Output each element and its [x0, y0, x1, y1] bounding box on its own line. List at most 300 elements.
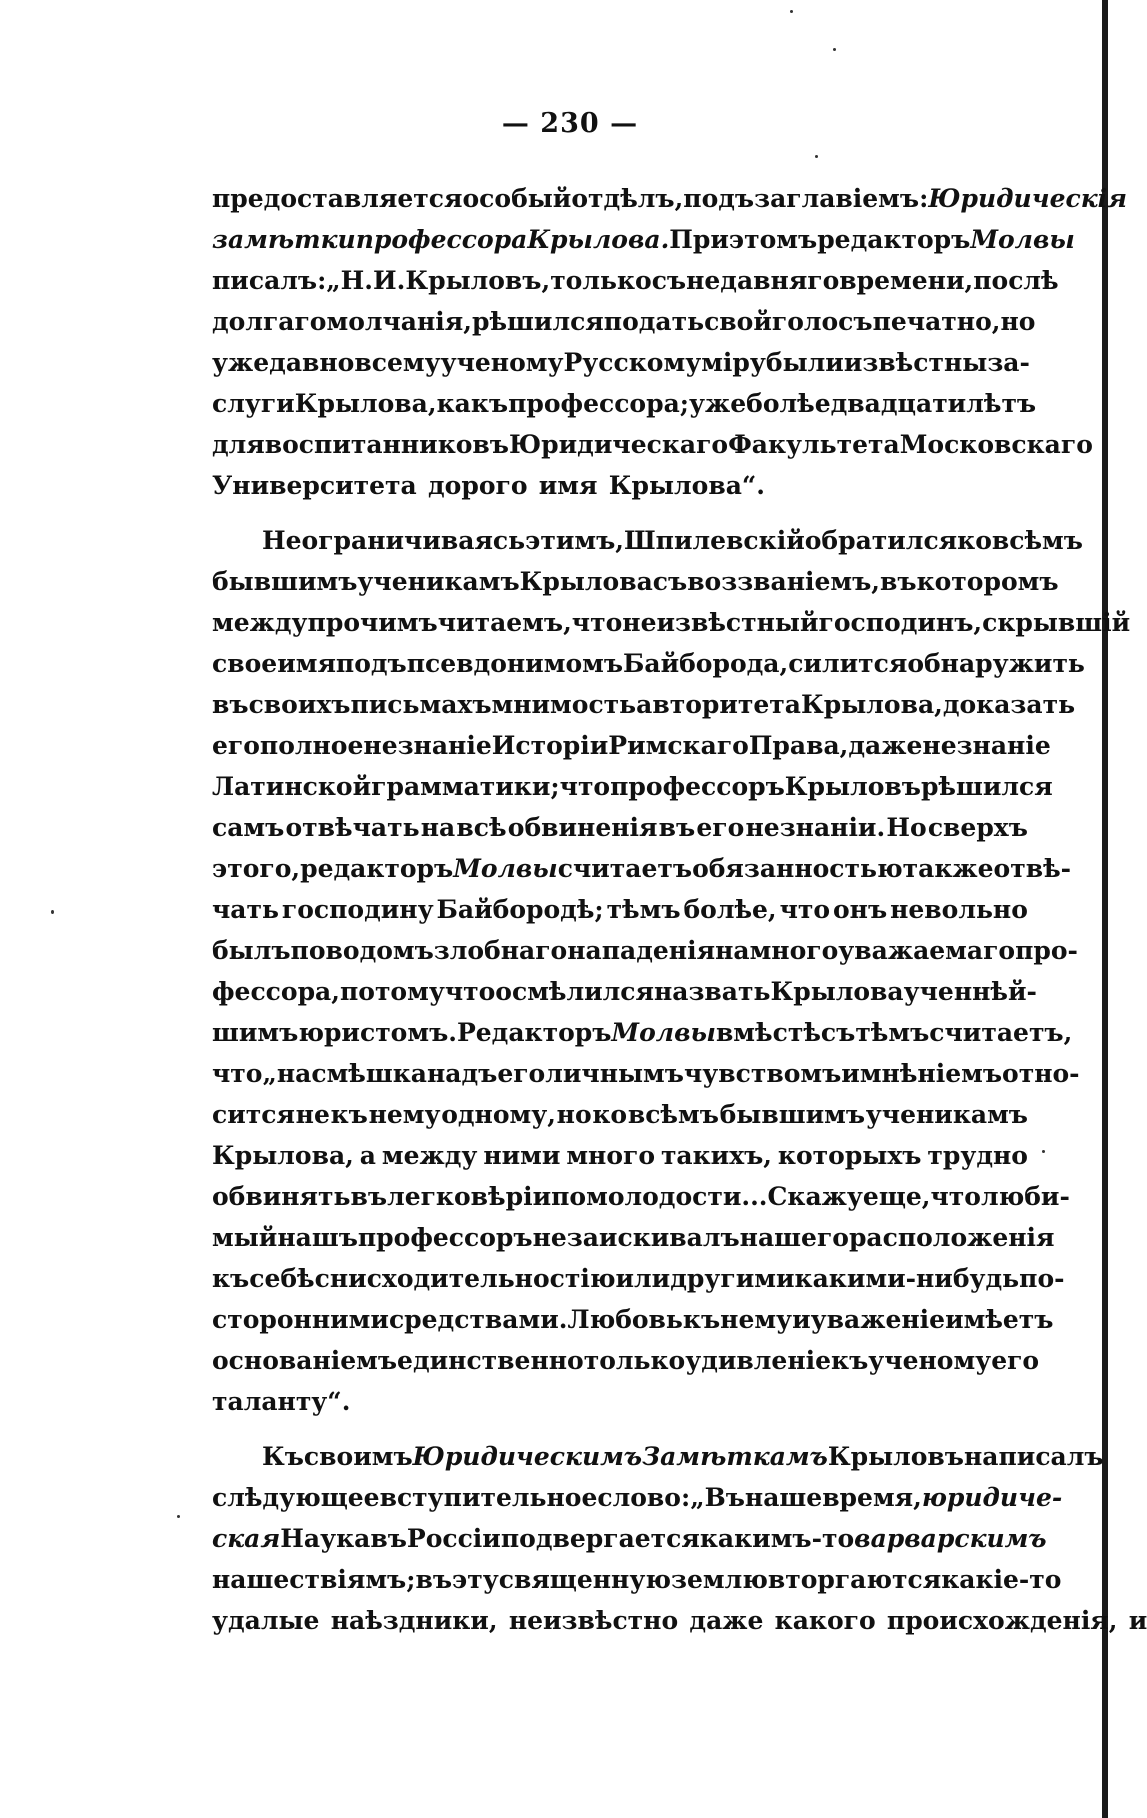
scan-speck: [815, 155, 818, 158]
word: которомъ: [916, 567, 1059, 596]
word: Редакторъ: [456, 1018, 612, 1047]
word: только: [550, 266, 652, 295]
text-line: [212, 1518, 1047, 1559]
word: обвинять: [212, 1182, 351, 1211]
word: Любовь: [567, 1305, 683, 1334]
word: При: [669, 225, 729, 254]
word: въ: [658, 813, 696, 842]
text-line: [212, 766, 1053, 807]
word: злобнаго: [433, 936, 568, 965]
word: ученикамъ: [357, 567, 520, 596]
word: но: [1000, 307, 1036, 336]
word: уваженіе: [810, 1305, 946, 1334]
word: профессоръ: [357, 1223, 533, 1252]
word: съ: [652, 567, 688, 596]
word: въ: [370, 1524, 407, 1553]
word: которыхъ: [777, 1141, 922, 1170]
word: священную: [498, 1565, 671, 1594]
text-line: [212, 342, 1028, 383]
word: слово:: [597, 1483, 691, 1512]
word: и: [841, 1059, 860, 1088]
scan-speck: [177, 1515, 180, 1518]
word: уже: [212, 348, 270, 377]
word: бывшимъ: [719, 1100, 866, 1129]
text-line: [212, 1477, 1063, 1518]
scan-speck: [833, 48, 836, 51]
word: съ: [651, 266, 687, 295]
word: онъ: [832, 895, 888, 924]
word: единственно: [397, 1346, 584, 1375]
text-line: [212, 1340, 1040, 1381]
word: что: [212, 1059, 263, 1088]
word: авторитета: [636, 690, 801, 719]
scan-speck: [1042, 1150, 1045, 1153]
word: Московскаго: [899, 430, 1093, 459]
word: воспитанниковъ: [264, 430, 509, 459]
word: времени,: [839, 266, 974, 295]
word: его: [212, 731, 260, 760]
word: Байборода,: [623, 649, 789, 678]
word: ученнѣй-: [903, 977, 1037, 1006]
word: болѣе,: [683, 895, 777, 924]
word: за-: [987, 348, 1030, 377]
word: но: [556, 1100, 592, 1129]
word: что: [779, 895, 831, 924]
word: неизвѣстный: [622, 608, 819, 637]
word: считаетъ,: [929, 1018, 1073, 1047]
text-line: [212, 1094, 1028, 1135]
word: ученому: [868, 1346, 992, 1375]
word: грамматики;: [371, 772, 560, 801]
word: какого: [774, 1606, 876, 1635]
word: скрывшій: [982, 608, 1131, 637]
word: Крыловъ,: [405, 266, 551, 295]
text-line: [212, 1559, 1062, 1600]
word: обвиненія: [507, 813, 658, 842]
word: какимъ-то: [699, 1524, 855, 1553]
text-line: [212, 520, 1083, 561]
word: господинъ,: [818, 608, 983, 637]
word: давно: [269, 348, 355, 377]
scan-speck: [790, 10, 793, 13]
word: ученому: [440, 348, 564, 377]
word: по-: [1019, 1264, 1065, 1293]
paragraph: [212, 1436, 1147, 1641]
word: многоуважаемаго: [749, 936, 1016, 965]
word: какъ: [436, 389, 509, 418]
word: происхожденія,: [886, 1606, 1118, 1635]
word: печатно,: [872, 307, 1001, 336]
word: считаетъ: [557, 854, 693, 883]
italic-word: варварскимъ: [854, 1524, 1047, 1553]
word: Не: [262, 526, 302, 555]
word: дорого: [428, 471, 528, 500]
italic-word: ская: [212, 1524, 281, 1553]
word: мнѣніемъ: [859, 1059, 1003, 1088]
word: себѣ: [249, 1264, 315, 1293]
word: сверхъ: [927, 813, 1028, 842]
word: былъ: [212, 936, 291, 965]
word: бывшимъ: [212, 567, 358, 596]
word: только: [583, 1346, 686, 1375]
scan-speck: [51, 910, 54, 914]
word: Исторіи: [491, 731, 609, 760]
word: Скажу: [767, 1182, 863, 1211]
word: Римскаго: [608, 731, 749, 760]
word: доказать: [942, 690, 1076, 719]
word: профессоръ: [610, 772, 785, 801]
italic-word: Юридическимъ: [412, 1442, 643, 1471]
word: подъ: [683, 184, 755, 213]
word: господину: [281, 895, 434, 924]
word: между: [212, 608, 308, 637]
word: рѣшился: [471, 307, 604, 336]
word: и: [1128, 1606, 1147, 1635]
word: читаемъ,: [437, 608, 572, 637]
scan-page-edge: [1102, 0, 1108, 1818]
word: долгаго: [212, 307, 327, 336]
word: вступительное: [379, 1483, 598, 1512]
word: въ: [880, 567, 917, 596]
word: на: [715, 936, 750, 965]
word: отвѣ-: [993, 854, 1072, 883]
word: имѣетъ: [945, 1305, 1054, 1334]
text-line: [212, 1176, 1070, 1217]
word: ко: [592, 1100, 628, 1129]
paragraph: [212, 178, 1128, 506]
word: нашествіямъ;: [212, 1565, 416, 1594]
word: особый: [462, 184, 572, 213]
word: къ: [330, 1100, 368, 1129]
word: силится: [788, 649, 908, 678]
word: молодости...: [586, 1182, 768, 1211]
word: и: [792, 1305, 811, 1334]
word: всѣмъ: [627, 1100, 719, 1129]
word: про-: [1015, 936, 1078, 965]
word: трудно: [927, 1141, 1028, 1170]
word: имя: [538, 471, 598, 500]
word: его: [696, 813, 745, 842]
word: тѣмъ: [855, 1018, 930, 1047]
word: Латинской: [212, 772, 372, 801]
text-line: [212, 1381, 1028, 1422]
word: чать: [212, 895, 279, 924]
word: ученикамъ: [865, 1100, 1028, 1129]
word: наѣздники,: [330, 1606, 498, 1635]
word: извѣстны: [843, 348, 988, 377]
word: въ: [212, 690, 249, 719]
paragraph-gap: [212, 1422, 1028, 1436]
word: письмахъ: [350, 690, 492, 719]
word: какіе-то: [941, 1565, 1062, 1594]
word: какими-нибудь: [794, 1264, 1020, 1293]
word: удивленіе: [685, 1346, 832, 1375]
word: для: [212, 430, 265, 459]
word: подъ: [335, 649, 407, 678]
word: были: [765, 348, 844, 377]
word: лѣтъ: [966, 389, 1037, 418]
word: слѣдующее: [212, 1483, 380, 1512]
word: вмѣстѣ: [715, 1018, 821, 1047]
word: двадцати: [830, 389, 967, 418]
word: воззваніемъ,: [687, 567, 881, 596]
word: также: [902, 854, 994, 883]
word: написалъ: [963, 1442, 1104, 1471]
word: неизвѣстно: [508, 1606, 679, 1635]
word: на: [420, 813, 456, 842]
word: обнаружить: [907, 649, 1085, 678]
italic-word: Крылова.: [527, 225, 670, 254]
word: своихъ: [248, 690, 351, 719]
paragraph: [212, 520, 1131, 1422]
word: голосъ: [771, 307, 873, 336]
word: другими: [670, 1264, 795, 1293]
text-line: [212, 465, 1028, 506]
italic-word: Юридическія: [928, 184, 1128, 213]
word: осмѣлился: [495, 977, 654, 1006]
word: чувствомъ: [683, 1059, 842, 1088]
word: незнаніе: [363, 731, 492, 760]
text-line: [212, 1600, 1147, 1641]
word: рѣшился: [920, 772, 1053, 801]
page-number: — 230 —: [501, 108, 639, 139]
word: Крылова,: [212, 1141, 354, 1170]
word: въ: [350, 1182, 388, 1211]
word: къ: [682, 1305, 721, 1334]
word: къ: [831, 1346, 869, 1375]
italic-word: Молвы: [611, 1018, 716, 1047]
word: Наука: [280, 1524, 371, 1553]
word: эту: [452, 1565, 499, 1594]
word: что: [444, 977, 496, 1006]
word: Крылова,: [800, 690, 943, 719]
word: съ: [820, 1018, 856, 1047]
word: Россіи: [406, 1524, 501, 1553]
word: ограничиваясь: [301, 526, 526, 555]
text-line: [212, 219, 1075, 260]
italic-word: юридиче-: [921, 1483, 1063, 1512]
word: свое: [212, 649, 278, 678]
word: Крылова: [519, 567, 653, 596]
italic-word: Замѣткамъ: [642, 1442, 828, 1471]
word: основаніемъ: [212, 1346, 398, 1375]
word: писалъ:: [212, 266, 327, 295]
word: Юридическаго: [508, 430, 729, 459]
word: подать: [603, 307, 705, 336]
word: отно-: [1002, 1059, 1080, 1088]
word: уже: [689, 389, 747, 418]
text-line: [212, 725, 1051, 766]
text-line: [212, 684, 1076, 725]
word: заглавіемъ:: [754, 184, 929, 213]
word: отдѣлъ,: [571, 184, 684, 213]
word: не: [532, 1223, 567, 1252]
word: И.: [373, 266, 406, 295]
word: обязанностью: [692, 854, 903, 883]
text-line: [212, 1436, 1104, 1477]
word: или: [615, 1264, 671, 1293]
word: въ: [415, 1565, 453, 1594]
word: между: [381, 1141, 478, 1170]
word: этимъ,: [525, 526, 624, 555]
word: Факультета: [728, 430, 900, 459]
word: „Н.: [326, 266, 374, 295]
word: своимъ: [303, 1442, 413, 1471]
word: ними: [483, 1141, 561, 1170]
word: шимъ: [212, 1018, 299, 1047]
italic-word: Молвы: [453, 854, 558, 883]
word: этомъ: [728, 225, 818, 254]
word: даже: [848, 731, 923, 760]
word: Университета: [212, 471, 417, 500]
word: одному,: [441, 1100, 556, 1129]
text-line: [212, 301, 1036, 342]
word: всему: [354, 348, 441, 377]
word: редакторъ: [300, 854, 454, 883]
word: „насмѣшка: [262, 1059, 427, 1088]
word: Крылова“.: [608, 471, 765, 500]
word: нападенія: [567, 936, 716, 965]
text-line: [212, 424, 1093, 465]
text-line: [212, 848, 1072, 889]
word: таланту“.: [212, 1387, 351, 1416]
word: міру: [701, 348, 766, 377]
text-line: [212, 383, 1037, 424]
word: юристомъ.: [298, 1018, 457, 1047]
word: наше: [744, 1483, 823, 1512]
word: надъ: [426, 1059, 498, 1088]
word: недавняго: [686, 266, 840, 295]
italic-word: Молвы: [970, 225, 1075, 254]
word: заискивалъ: [566, 1223, 740, 1252]
word: Права,: [748, 731, 849, 760]
text-body: [212, 178, 1147, 1641]
word: обратился: [804, 526, 958, 555]
text-line: [212, 1299, 1054, 1340]
word: редакторъ: [817, 225, 971, 254]
word: много: [566, 1141, 656, 1170]
text-line: [212, 1012, 1073, 1053]
word: этого,: [212, 854, 301, 883]
text-line: [212, 1258, 1065, 1299]
word: потому: [339, 977, 445, 1006]
word: Крыловъ: [784, 772, 921, 801]
word: средствами.: [388, 1305, 568, 1334]
text-line: [212, 1053, 1080, 1094]
word: сится: [212, 1100, 295, 1129]
word: невольно: [890, 895, 1028, 924]
word: нему: [368, 1100, 441, 1129]
paragraph-gap: [212, 506, 1028, 520]
word: незнаніе: [922, 731, 1051, 760]
text-line: [212, 889, 1028, 930]
text-line: [212, 1217, 1055, 1258]
text-line: [212, 971, 1037, 1012]
word: мый: [212, 1223, 278, 1252]
word: такихъ,: [660, 1141, 773, 1170]
word: нему: [720, 1305, 793, 1334]
word: еще,: [862, 1182, 931, 1211]
word: Къ: [262, 1442, 304, 1471]
word: снисходительностію: [314, 1264, 616, 1293]
text-line: [212, 602, 1131, 643]
word: Но: [886, 813, 927, 842]
word: его: [991, 1346, 1040, 1375]
word: тѣмъ: [606, 895, 681, 924]
word: личнымъ: [545, 1059, 684, 1088]
word: болѣе: [746, 389, 831, 418]
word: время,: [822, 1483, 922, 1512]
word: всѣ: [456, 813, 507, 842]
text-line: [212, 807, 1028, 848]
word: предоставляется: [212, 184, 463, 213]
word: самъ: [212, 813, 285, 842]
text-line: [212, 1135, 1028, 1176]
word: что: [930, 1182, 981, 1211]
word: молчанія,: [326, 307, 472, 336]
text-line: [212, 178, 1128, 219]
word: мнимость: [491, 690, 637, 719]
word: Шпилевскій: [623, 526, 805, 555]
word: вторгаются: [767, 1565, 942, 1594]
text-line: [212, 561, 1059, 602]
word: сторонними: [212, 1305, 389, 1334]
word: а: [359, 1141, 376, 1170]
word: всѣмъ: [991, 526, 1083, 555]
italic-word: профессора: [355, 225, 528, 254]
word: расположенія: [848, 1223, 1055, 1252]
word: Байбородѣ;: [436, 895, 604, 924]
text-line: [212, 643, 1085, 684]
word: незнаніи.: [745, 813, 886, 842]
italic-word: замѣтки: [212, 225, 356, 254]
word: Крылова: [770, 977, 904, 1006]
word: люби-: [980, 1182, 1070, 1211]
word: Русскому: [563, 348, 702, 377]
word: полное: [259, 731, 364, 760]
word: назвать: [653, 977, 771, 1006]
word: что: [571, 608, 623, 637]
word: что: [559, 772, 611, 801]
word: псевдонимомъ: [406, 649, 624, 678]
word: Крыловъ: [827, 1442, 964, 1471]
text-line: [212, 930, 1078, 971]
word: Крылова,: [294, 389, 437, 418]
word: послѣ: [973, 266, 1059, 295]
word: удалые: [212, 1606, 320, 1635]
word: поводомъ: [290, 936, 434, 965]
word: по: [551, 1182, 587, 1211]
word: землю: [671, 1565, 768, 1594]
word: „Въ: [690, 1483, 745, 1512]
text-line: [212, 260, 1059, 301]
word: нашъ: [277, 1223, 358, 1252]
word: нашего: [739, 1223, 849, 1252]
word: подвергается: [500, 1524, 700, 1553]
word: ко: [957, 526, 992, 555]
word: къ: [212, 1264, 250, 1293]
word: фессора,: [212, 977, 340, 1006]
word: его: [497, 1059, 546, 1088]
word: отвѣчать: [285, 813, 420, 842]
word: легковѣріи: [387, 1182, 552, 1211]
word: свой: [704, 307, 772, 336]
word: имя: [277, 649, 336, 678]
word: даже: [689, 1606, 764, 1635]
word: не: [295, 1100, 330, 1129]
word: слуги: [212, 389, 295, 418]
word: профессора;: [508, 389, 689, 418]
